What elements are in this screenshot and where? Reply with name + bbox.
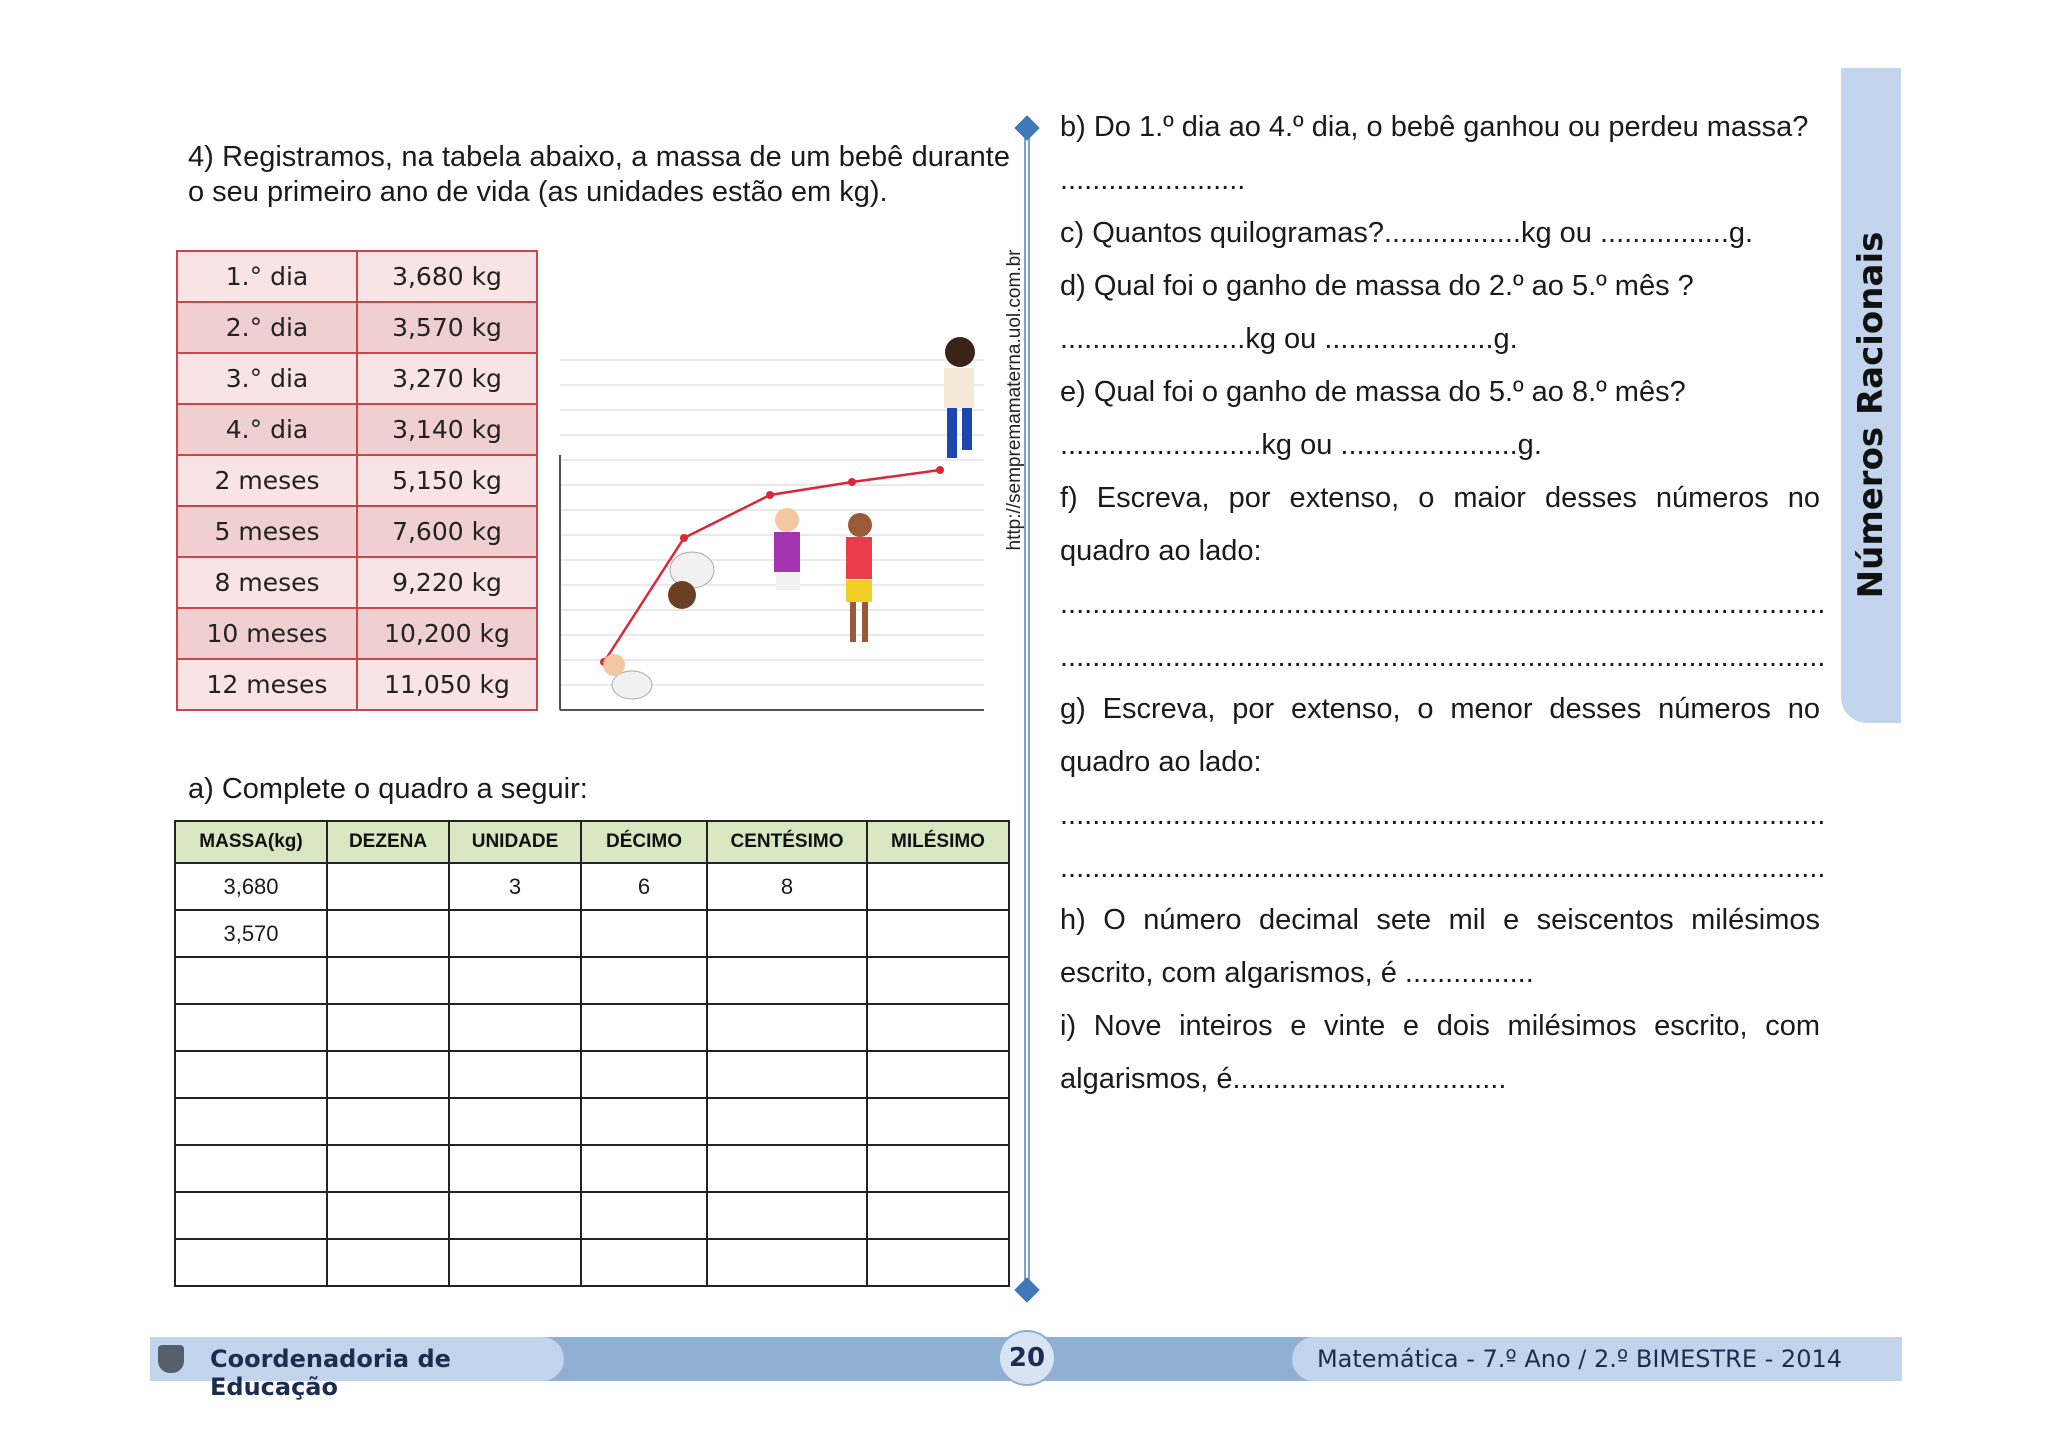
column-header: UNIDADE: [449, 821, 581, 863]
table-cell[interactable]: [175, 1051, 327, 1098]
table-cell[interactable]: [581, 957, 707, 1004]
mass-table-row: [177, 455, 537, 506]
table-row: [175, 863, 1009, 910]
mass-cell: 5,150 kg: [357, 455, 537, 506]
table-cell[interactable]: [327, 1239, 449, 1286]
table-cell[interactable]: [867, 1051, 1009, 1098]
mass-table-row: [177, 608, 537, 659]
answer-g-blank-1[interactable]: ...............................................................................................: [1060, 799, 1826, 831]
table-cell[interactable]: [867, 1192, 1009, 1239]
growth-chart: [552, 330, 992, 730]
table-row: [175, 1192, 1009, 1239]
table-cell[interactable]: [867, 910, 1009, 957]
footer-subject: Matemática - 7.º Ano / 2.º BIMESTRE - 2014: [1316, 1345, 1842, 1373]
question-h-line2: escrito, com algarismos, é ................: [1060, 957, 1534, 989]
table-row: [175, 1098, 1009, 1145]
chapter-title: Números Racionais: [1851, 231, 1891, 599]
crest-icon: [158, 1345, 184, 1373]
table-cell[interactable]: [449, 910, 581, 957]
page-number: 20: [998, 1330, 1056, 1386]
table-row: [175, 1239, 1009, 1286]
question-i-line2: algarismos, é..................................: [1060, 1063, 1507, 1095]
column-header: CENTÉSIMO: [707, 821, 867, 863]
table-cell[interactable]: [581, 1239, 707, 1286]
part-a-label: a) Complete o quadro a seguir:: [188, 773, 588, 805]
question-f-line2: quadro ao lado:: [1060, 535, 1262, 567]
table-row: [175, 1004, 1009, 1051]
mass-table-row: [177, 302, 537, 353]
table-cell[interactable]: [581, 1098, 707, 1145]
mass-cell: 9,220 kg: [357, 557, 537, 608]
mass-table-row: [177, 659, 537, 710]
period-cell: 2.° dia: [177, 302, 357, 353]
table-cell[interactable]: [327, 910, 449, 957]
answer-e-blank[interactable]: .........................kg ou ......................g.: [1060, 429, 1542, 461]
period-cell: 2 meses: [177, 455, 357, 506]
table-row: [175, 1051, 1009, 1098]
answer-b-blank[interactable]: .......................: [1060, 164, 1246, 196]
table-cell[interactable]: [327, 957, 449, 1004]
table-cell: 3,680: [175, 863, 327, 910]
baby-figure-1: [603, 654, 652, 699]
table-cell[interactable]: [707, 910, 867, 957]
column-header: MASSA(kg): [175, 821, 327, 863]
mass-table: [176, 250, 538, 711]
table-cell: 3: [449, 863, 581, 910]
period-cell: 4.° dia: [177, 404, 357, 455]
table-cell[interactable]: [707, 1098, 867, 1145]
table-cell[interactable]: [175, 1192, 327, 1239]
question-c: c) Quantos quilogramas?.................kg ou ................g.: [1060, 217, 1754, 249]
answer-f-blank-2[interactable]: ...............................................................................................: [1060, 641, 1826, 673]
table-cell[interactable]: [867, 1004, 1009, 1051]
table-cell[interactable]: [449, 957, 581, 1004]
question-g-line1: g) Escreva, por extenso, o menor desses números no: [1060, 693, 1820, 725]
column-divider: [1024, 126, 1030, 1292]
footer-left-tab: [150, 1337, 564, 1401]
mass-table-row: [177, 251, 537, 302]
mass-table-row: [177, 404, 537, 455]
table-cell[interactable]: [449, 1051, 581, 1098]
table-cell[interactable]: [175, 1239, 327, 1286]
period-cell: 12 meses: [177, 659, 357, 710]
table-cell[interactable]: [707, 957, 867, 1004]
table-cell[interactable]: [707, 1004, 867, 1051]
question-h-line1: h) O número decimal sete mil e seiscentos milésimos: [1060, 904, 1820, 936]
baby-figure-4: [846, 513, 872, 642]
question-g-line2: quadro ao lado:: [1060, 746, 1262, 778]
table-cell[interactable]: [175, 1004, 327, 1051]
table-cell[interactable]: [581, 1145, 707, 1192]
column-header: MILÉSIMO: [867, 821, 1009, 863]
table-cell[interactable]: [327, 1051, 449, 1098]
table-cell[interactable]: [449, 1004, 581, 1051]
footer-organization: Coordenadoria de Educação: [210, 1345, 451, 1401]
table-cell[interactable]: [581, 1004, 707, 1051]
period-cell: 1.° dia: [177, 251, 357, 302]
table-cell[interactable]: [327, 1004, 449, 1051]
table-cell[interactable]: [707, 1145, 867, 1192]
mass-cell: 3,680 kg: [357, 251, 537, 302]
table-cell[interactable]: [175, 957, 327, 1004]
mass-cell: 3,570 kg: [357, 302, 537, 353]
question-b: b) Do 1.º dia ao 4.º dia, o bebê ganhou ou perdeu massa?: [1060, 111, 1809, 143]
table-cell: 6: [581, 863, 707, 910]
period-cell: 5 meses: [177, 506, 357, 557]
chapter-side-tab: [1841, 68, 1901, 723]
column-header: DEZENA: [327, 821, 449, 863]
table-row: [175, 910, 1009, 957]
period-cell: 10 meses: [177, 608, 357, 659]
table-cell[interactable]: [327, 1145, 449, 1192]
table-cell: 3,570: [175, 910, 327, 957]
table-cell[interactable]: [867, 1239, 1009, 1286]
table-cell[interactable]: [867, 863, 1009, 910]
chart-gridlines: [560, 360, 984, 710]
table-cell[interactable]: [581, 1051, 707, 1098]
table-cell[interactable]: [449, 1098, 581, 1145]
chart-points: [600, 466, 944, 666]
question-intro: 4) Registramos, na tabela abaixo, a massa de um bebê durante o seu primeiro ano de vida (as unidades estão em kg).: [188, 141, 1010, 208]
image-source-url: http://sempremamaterna.uol.com.br: [1004, 249, 1025, 551]
baby-figure-3: [774, 508, 800, 590]
mass-cell: 3,140 kg: [357, 404, 537, 455]
table-cell[interactable]: [175, 1145, 327, 1192]
table-cell[interactable]: [449, 1145, 581, 1192]
table-cell[interactable]: [449, 1192, 581, 1239]
table-row: [175, 957, 1009, 1004]
table-row: [175, 1145, 1009, 1192]
table-cell[interactable]: [867, 957, 1009, 1004]
answer-d-blank[interactable]: .......................kg ou .....................g.: [1060, 323, 1518, 355]
mass-table-row: [177, 557, 537, 608]
mass-table-row: [177, 353, 537, 404]
child-figure-5: [944, 337, 975, 458]
baby-figure-2: [668, 552, 714, 609]
period-cell: 3.° dia: [177, 353, 357, 404]
chart-line: [604, 470, 940, 662]
table-cell[interactable]: [449, 1239, 581, 1286]
table-cell[interactable]: [327, 863, 449, 910]
question-i-line1: i) Nove inteiros e vinte e dois milésimos escrito, com: [1060, 1010, 1820, 1042]
question-e: e) Qual foi o ganho de massa do 5.º ao 8.º mês?: [1060, 376, 1686, 408]
mass-table-row: [177, 506, 537, 557]
table-cell[interactable]: [581, 1192, 707, 1239]
divider-bottom-diamond: [1014, 1277, 1039, 1302]
table-cell[interactable]: [867, 1145, 1009, 1192]
period-cell: 8 meses: [177, 557, 357, 608]
table-cell: 8: [707, 863, 867, 910]
table-cell[interactable]: [581, 910, 707, 957]
table-cell[interactable]: [707, 1192, 867, 1239]
mass-cell: 3,270 kg: [357, 353, 537, 404]
table-cell[interactable]: [175, 1098, 327, 1145]
question-d: d) Qual foi o ganho de massa do 2.º ao 5.º mês ?: [1060, 270, 1694, 302]
answer-g-blank-2[interactable]: ...............................................................................................: [1060, 852, 1826, 884]
mass-cell: 7,600 kg: [357, 506, 537, 557]
mass-cell: 10,200 kg: [357, 608, 537, 659]
table-cell[interactable]: [707, 1239, 867, 1286]
table-cell[interactable]: [707, 1051, 867, 1098]
answer-f-blank-1[interactable]: ...............................................................................................: [1060, 588, 1826, 620]
table-cell[interactable]: [867, 1098, 1009, 1145]
question-f-line1: f) Escreva, por extenso, o maior desses números no: [1060, 482, 1820, 514]
footer-right-tab: [1292, 1337, 1902, 1381]
table-cell[interactable]: [327, 1098, 449, 1145]
column-header: DÉCIMO: [581, 821, 707, 863]
mass-cell: 11,050 kg: [357, 659, 537, 710]
table-cell[interactable]: [327, 1192, 449, 1239]
divider-top-diamond: [1014, 115, 1039, 140]
place-value-table: [174, 820, 1010, 1287]
